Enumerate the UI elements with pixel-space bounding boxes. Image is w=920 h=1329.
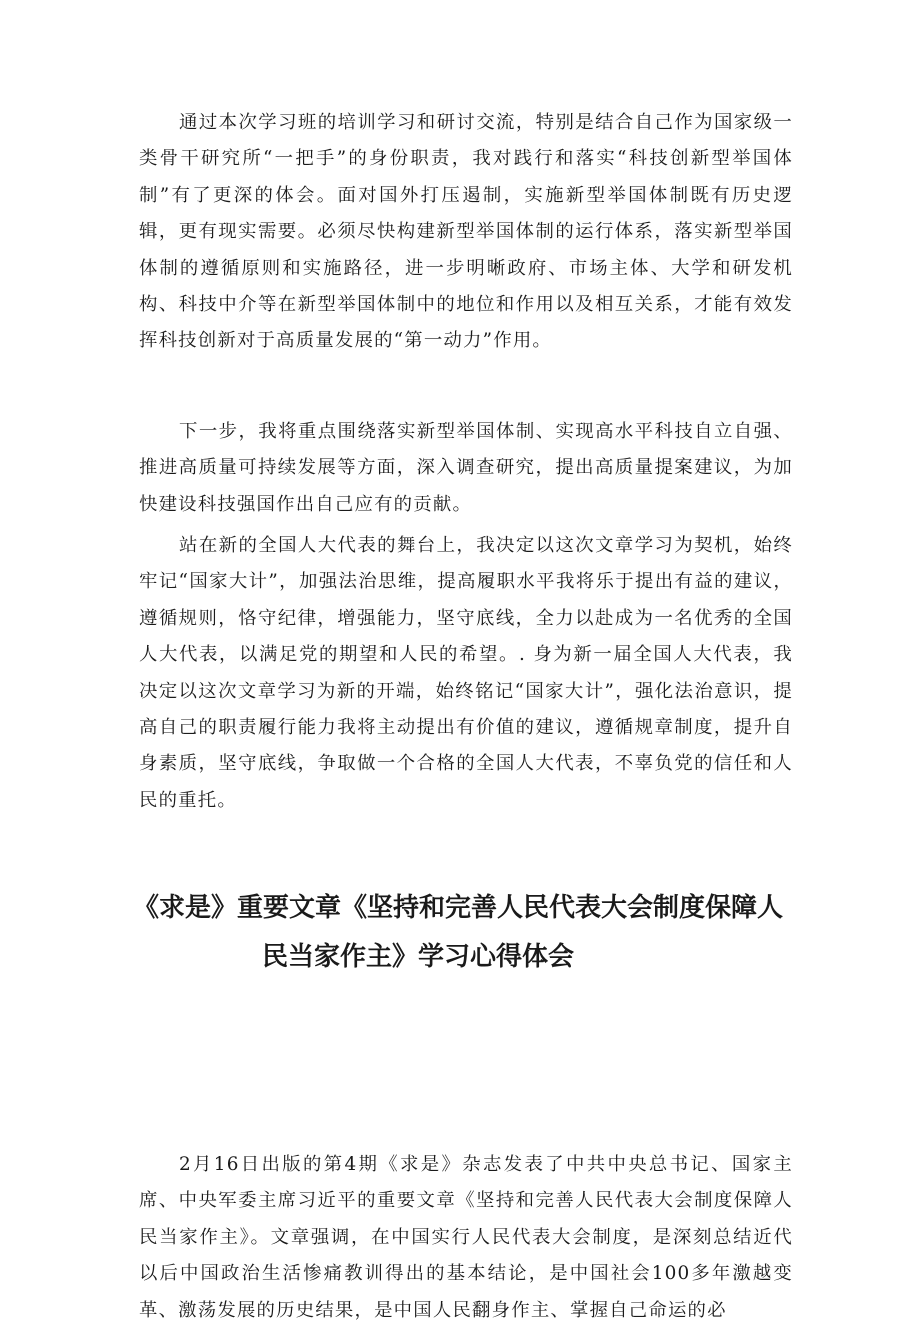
paragraph-qiushi-article-intro: 2月16日出版的第4期《求是》杂志发表了中共中央总书记、国家主席、中央军委主席习近平的重要文章《坚持和完善人民代表大会制度保障人民当家作主》。文章强调，在中国实行人民代表大会制度，是深刻总结近代以后中国政治生活惨痛教训得出的基本结论，是中国社会100多年激越变革、激荡发展的历史结果，是中国人民翻身作主、掌握自己命运的必 [139,1154,793,1321]
section-heading-line-1: 《求是》重要文章《坚持和完善人民代表大会制度保障人 [133,893,784,923]
paragraph-npc-deputy-commitment: 站在新的全国人大代表的舞台上，我决定以这次文章学习为契机，始终牢记“国家大计”，加强法治思维，提高履职水平我将乐于提出有益的建议，遵循规则，恪守纪律，增强能力，坚守底线，全力以赴成为一名优秀的全国人大代表，以满足党的期望和人民的希望。. 身为新一届全国人大代表，我决定以这次文章学习为新的开端，始终铭记“国家大计”，强化法治意识，提高自己的职责履行能力我将主动提出有价值的建议，遵循规章制度，提升自身素质，坚守底线，争取做一个合格的全国人大代表，不辜负党的信任和人民的重托。 [139,535,793,811]
paragraph-study-experience: 通过本次学习班的培训学习和研讨交流，特别是结合自己作为国家级一类骨干研究所“一把手”的身份职责，我对践行和落实“科技创新型举国体制”有了更深的体会。面对国外打压遏制，实施新型举国体制既有历史逻辑，更有现实需要。必须尽快构建新型举国体制的运行体系，落实新型举国体制的遵循原则和实施路径，进一步明晰政府、市场主体、大学和研发机构、科技中介等在新型举国体制中的地位和作用以及相互关系，才能有效发挥科技创新对于高质量发展的“第一动力”作用。 [139,112,793,352]
paragraph-next-steps: 下一步，我将重点围绕落实新型举国体制、实现高水平科技自立自强、推进高质量可持续发展等方面，深入调查研究，提出高质量提案建议，为加快建设科技强国作出自己应有的贡献。 [139,421,793,515]
section-heading-line-2: 民当家作主》学习心得体会 [262,942,575,972]
section-heading [133,884,793,982]
